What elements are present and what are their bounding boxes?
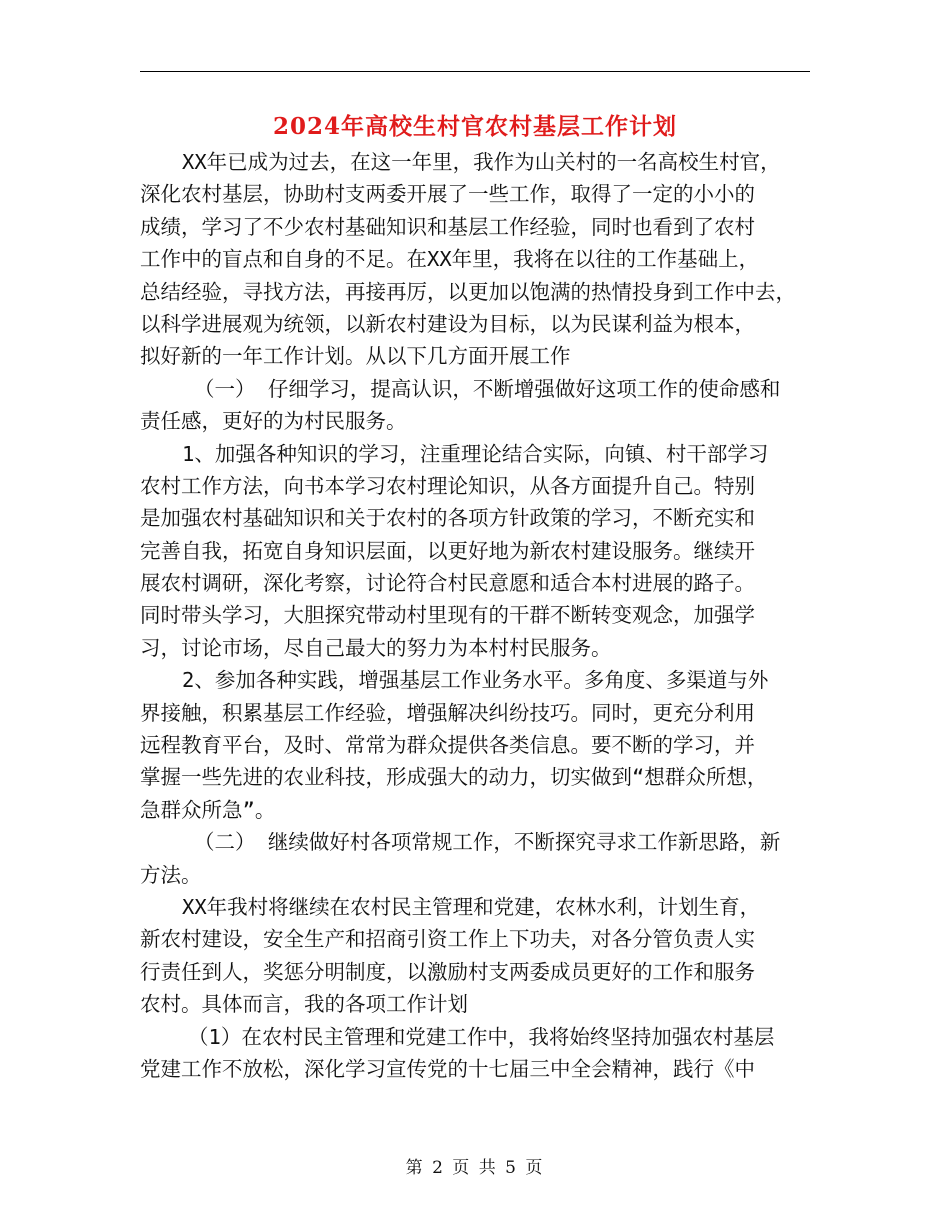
paragraph-line: 深化农村基层，协助村支两委开展了一些工作，取得了一定的小小的	[140, 182, 755, 207]
paragraph-line: 农村。具体而言，我的各项工作计划	[140, 992, 468, 1017]
document-title: 2024年高校生村官农村基层工作计划	[272, 113, 677, 140]
paragraph-line: 党建工作不放松，深化学习宣传党的十七届三中全会精神，践行《中	[140, 1056, 755, 1081]
paragraph-line: 成绩，学习了不少农村基础知识和基层工作经验，同时也看到了农村	[140, 214, 755, 239]
section-heading-line: （二） 继续做好村各项常规工作，不断探究寻求工作新思路，新	[194, 830, 781, 855]
paragraph-line: 2、参加各种实践，增强基层工作业务水平。多角度、多渠道与外	[182, 668, 769, 693]
section-heading-line: 方法。	[140, 862, 202, 887]
paragraph-line: 界接触，积累基层工作经验，增强解决纠纷技巧。同时，更充分利用	[140, 700, 755, 725]
paragraph-line: 同时带头学习，大胆探究带动村里现有的干群不断转变观念，加强学	[140, 603, 755, 628]
paragraph-line: XX年已成为过去，在这一年里，我作为山关村的一名高校生村官，	[182, 150, 781, 174]
document-body	[140, 146, 815, 1085]
paragraph-line: 掌握一些先进的农业科技，形成强大的动力，切实做到“想群众所想，	[140, 765, 768, 790]
paragraph-line: 展农村调研，深化考察，讨论符合村民意愿和适合本村进展的路子。	[140, 571, 755, 596]
section-heading-line: 责任感，更好的为村民服务。	[140, 409, 407, 434]
paragraph-line: 远程教育平台，及时、常常为群众提供各类信息。要不断的学习，并	[140, 733, 755, 758]
paragraph-line: 习，讨论市场，尽自己最大的努力为本村村民服务。	[140, 635, 612, 660]
page-footer: 第 2 页 共 5 页	[405, 1158, 545, 1178]
paragraph-line: 1、加强各种知识的学习，注重理论结合实际，向镇、村干部学习	[182, 441, 769, 466]
paragraph-line: 是加强农村基础知识和关于农村的各项方针政策的学习，不断充实和	[140, 506, 755, 531]
paragraph-line: XX年我村将继续在农村民主管理和党建，农林水利，计划生育，	[182, 894, 761, 919]
paragraph-line: 总结经验，寻找方法，再接再厉，以更加以饱满的热情投身到工作中去，	[140, 279, 796, 304]
paragraph-line: （1）在农村民主管理和党建工作中，我将始终坚持加强农村基层	[188, 1024, 775, 1049]
paragraph-line: 新农村建设，安全生产和招商引资工作上下功夫，对各分管负责人实	[140, 927, 755, 952]
paragraph-line: 行责任到人，奖惩分明制度，以激励村支两委成员更好的工作和服务	[140, 959, 755, 984]
section-heading-line: （一） 仔细学习，提高认识，不断增强做好这项工作的使命感和	[194, 376, 781, 401]
paragraph-line: 急群众所急”。	[140, 797, 276, 822]
paragraph-line: 工作中的盲点和自身的不足。在XX年里，我将在以往的工作基础上，	[140, 247, 760, 272]
paragraph-line: 拟好新的一年工作计划。从以下几方面开展工作	[140, 344, 571, 369]
paragraph-line: 完善自我，拓宽自身知识层面，以更好地为新农村建设服务。继续开	[140, 538, 755, 563]
paragraph-line: 以科学进展观为统领，以新农村建设为目标，以为民谋利益为根本，	[140, 311, 755, 336]
paragraph-line: 农村工作方法，向书本学习农村理论知识，从各方面提升自己。特别	[140, 473, 755, 498]
header-rule	[140, 71, 810, 72]
